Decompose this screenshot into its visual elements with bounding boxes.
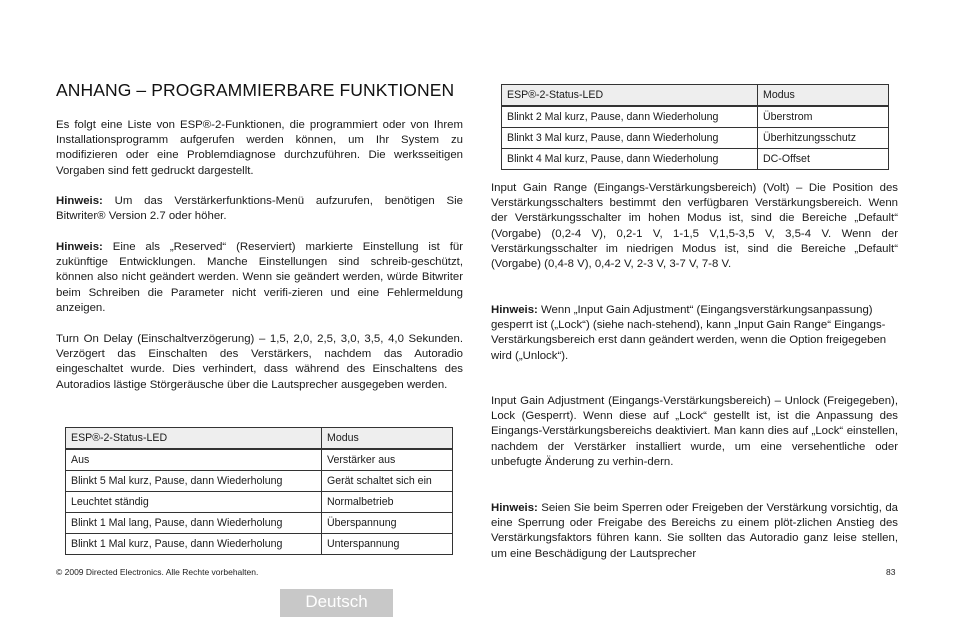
table-cell: Überstrom <box>758 106 889 128</box>
table-cell: Blinkt 3 Mal kurz, Pause, dann Wiederholung <box>502 128 758 149</box>
table-row <box>66 534 453 555</box>
copyright-notice: © 2009 Directed Electronics. Alle Rechte vorbehalten. <box>56 567 259 577</box>
note-reserved: Hinweis: Eine als „Reserved“ (Reserviert) markierte Einstellung ist für zukünftige Entwicklungen. Manche Einstellungen sind schreib-geschützt, können also nicht geändert werden. Wenn sie geändert werden, würde Bitwriter beim Schreiben die Parameter nicht verifi-zieren und eine Fehlermeldung anzeigen. <box>56 241 463 314</box>
table-row <box>502 106 889 128</box>
table-header-cell: ESP®-2-Status-LED <box>502 85 758 107</box>
table-cell: Aus <box>66 449 322 471</box>
table-cell: Unterspannung <box>322 534 453 555</box>
table-cell: Blinkt 1 Mal kurz, Pause, dann Wiederholung <box>66 534 322 555</box>
table-cell: Normalbetrieb <box>322 492 453 513</box>
note-bitwriter: Hinweis: Um das Verstärkerfunktions-Menü aufzurufen, benötigen Sie Bitwriter® Version 2.7 oder höher. <box>56 195 463 223</box>
turn-on-delay-paragraph: Turn On Delay (Einschaltverzögerung) – 1,5, 2,0, 2,5, 3,0, 3,5, 4,0 Sekunden. Verzögert das Einschalten des Verstärkers, nachdem das Autoradio eingeschaltet wurde. Dies verhindert, dass während des Einschaltens des Autoradios lästige Störgeräusche über die Lautsprecher ausgegeben werden. <box>56 333 463 391</box>
input-gain-adjustment-paragraph: Input Gain Adjustment (Eingangs-Verstärkungsbereich) – Unlock (Freigegeben), Lock (Gesperrt). Wenn diese auf „Lock“ gestellt ist, ist die Anpassung des Eingangs-Verstärkungsbereichs deaktiviert. Man kann dies auf „Lock“ einstellen, nachdem der Verstärker installiert wurde, um eine versehentliche oder unbefugte Änderung zu verhin-dern. <box>491 395 898 468</box>
table-header-row <box>66 428 453 450</box>
table-cell: Überhitzungsschutz <box>758 128 889 149</box>
status-led-table-1 <box>65 427 453 555</box>
table-row <box>502 149 889 170</box>
status-led-table-2 <box>501 84 889 170</box>
table-cell: Blinkt 5 Mal kurz, Pause, dann Wiederholung <box>66 471 322 492</box>
table-cell: Überspannung <box>322 513 453 534</box>
table-cell: DC-Offset <box>758 149 889 170</box>
input-gain-range-paragraph: Input Gain Range (Eingangs-Verstärkungsbereich) (Volt) – Die Position des Verstärkungsschalters bestimmt den verfügbaren Verstärkungsbereich. Wenn der Verstärkungsschalter im hohen Modus ist, sind die Bereiche „Default“ (Vorgabe) (0,2-4 V), 0,2-1 V, 1-1,5 V,1,5-3,5 V, 3,5-4 V. Wenn der Verstärkungsschalter im niedrigen Modus ist, sind die Bereiche „Default“ (Vorgabe) (0,4-8 V), 0,4-2 V, 2-3 V, 3-7 V, 7-8 V. <box>491 182 898 271</box>
table-cell: Blinkt 4 Mal kurz, Pause, dann Wiederholung <box>502 149 758 170</box>
table-header-cell: Modus <box>758 85 889 107</box>
intro-paragraph: Es folgt eine Liste von ESP®-2-Funktionen, die programmiert oder von Ihrem Installationsprogramm aufgerufen werden können, um Ihr System zu modifizieren oder eine Problemdiagnose durchzuführen. Die werksseitigen Vorgaben sind fett gedruckt dargestellt. <box>56 119 463 177</box>
note-gain-caution: Hinweis: Seien Sie beim Sperren oder Freigeben der Verstärkung vorsichtig, da eine Sperrung oder Freigabe des Bereichs zu einem plöt-zlichen Anstieg des Verstärkungsfaktors führen kann. Sie sollten das Autoradio ganz leise stellen, um eine Beschädigung der Lautsprecher <box>491 502 898 560</box>
note-input-gain-lock: Hinweis: Wenn „Input Gain Adjustment“ (Eingangsverstärkungsanpassung) gesperrt ist („Lock“) (siehe nach-stehend), kann „Input Gain Range“ Eingangs-Verstärkungsbereich erst dann geändert werden, wenn die Option freigegeben wird („Unlock“). <box>491 304 887 362</box>
table-row <box>502 128 889 149</box>
table-row <box>66 513 453 534</box>
table-header-row <box>502 85 889 107</box>
table-row <box>66 449 453 471</box>
page-number: 83 <box>886 567 896 577</box>
table-cell: Blinkt 2 Mal kurz, Pause, dann Wiederholung <box>502 106 758 128</box>
table-row <box>66 492 453 513</box>
table-cell: Gerät schaltet sich ein <box>322 471 453 492</box>
table-cell: Blinkt 1 Mal lang, Pause, dann Wiederholung <box>66 513 322 534</box>
table-cell: Leuchtet ständig <box>66 492 322 513</box>
table-cell: Verstärker aus <box>322 449 453 471</box>
table-header-cell: Modus <box>322 428 453 450</box>
page-title: ANHANG – PROGRAMMIERBARE FUNKTIONEN <box>56 80 455 100</box>
language-tab: Deutsch <box>280 589 393 617</box>
table-header-cell: ESP®-2-Status-LED <box>66 428 322 450</box>
table-row <box>66 471 453 492</box>
